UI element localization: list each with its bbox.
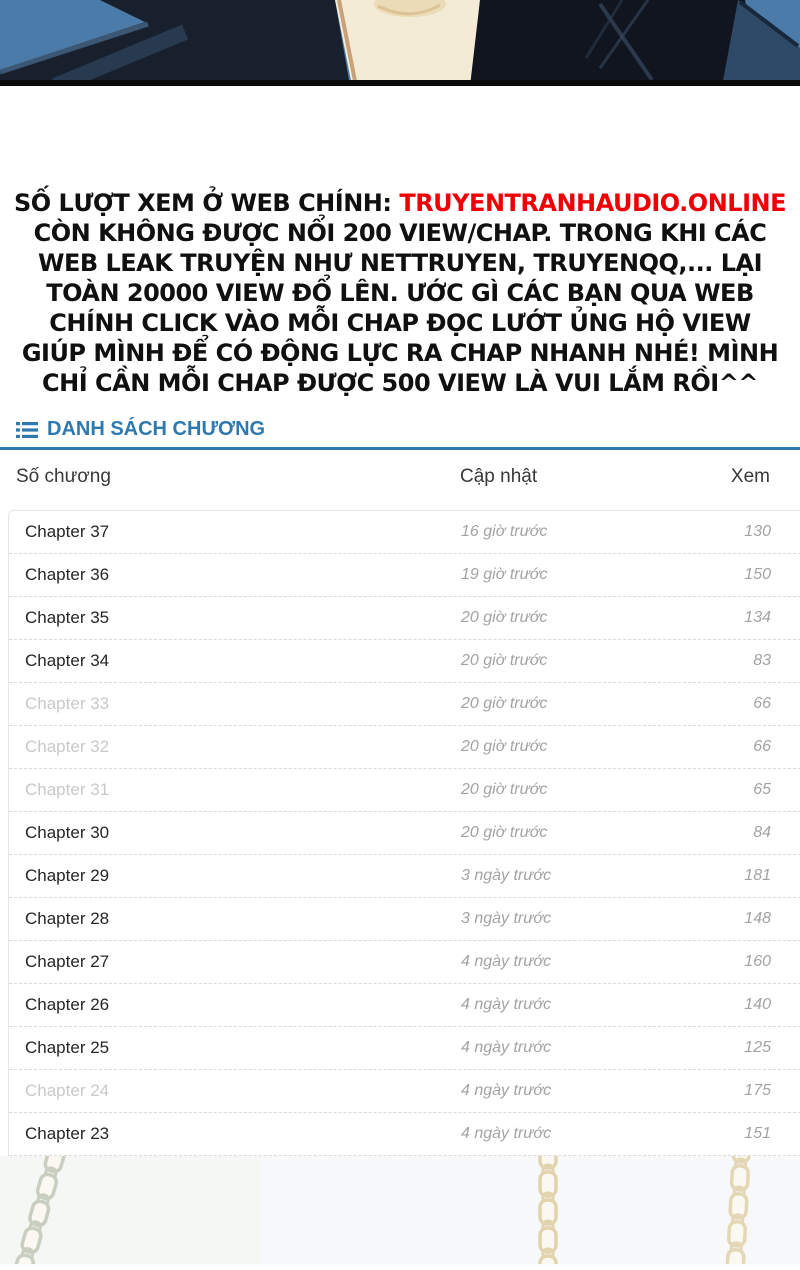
notice-line: TOÀN 20000 VIEW ĐỔ LÊN. ƯỚC GÌ CÁC BẠN QUA WEB xyxy=(46,279,754,307)
chapter-row[interactable] xyxy=(9,812,800,855)
chapter-views: 140 xyxy=(744,996,771,1013)
chapter-views: 125 xyxy=(744,1039,771,1056)
chapter-updated: 20 giờ trước xyxy=(461,609,548,626)
chapter-link[interactable]: Chapter 25 xyxy=(25,1038,110,1057)
notice-line: CÒN KHÔNG ĐƯỢC NỔI 200 VIEW/CHAP. TRONG KHI CÁC xyxy=(33,219,767,247)
chapter-link[interactable]: Chapter 24 xyxy=(25,1081,110,1100)
chapter-link[interactable]: Chapter 30 xyxy=(25,823,110,842)
chapter-views: 83 xyxy=(753,652,771,669)
chapter-updated: 20 giờ trước xyxy=(461,652,548,669)
notice-line: SỐ LƯỢT XEM Ở WEB CHÍNH: TRUYENTRANHAUDIO.ONLINE xyxy=(14,189,786,217)
chapter-updated: 4 ngày trước xyxy=(461,996,552,1013)
chapter-row[interactable] xyxy=(9,984,800,1027)
chapter-row[interactable] xyxy=(9,1027,800,1070)
chapter-link[interactable]: Chapter 37 xyxy=(25,522,110,541)
chapter-row[interactable] xyxy=(9,769,800,812)
chapter-link[interactable]: Chapter 26 xyxy=(25,995,110,1014)
chapter-link[interactable]: Chapter 35 xyxy=(25,608,110,627)
chapter-list-header xyxy=(0,410,800,450)
chapter-row[interactable] xyxy=(9,726,800,769)
chapter-row[interactable] xyxy=(9,683,800,726)
chapter-row[interactable] xyxy=(9,640,800,683)
section-title: DANH SÁCH CHƯƠNG xyxy=(47,418,266,440)
chapter-link[interactable]: Chapter 23 xyxy=(25,1124,110,1143)
chapter-views: 151 xyxy=(744,1125,771,1142)
chapter-row[interactable] xyxy=(9,855,800,898)
chapter-row[interactable] xyxy=(9,1070,800,1113)
chapter-row[interactable] xyxy=(9,1113,800,1156)
chapter-link[interactable]: Chapter 32 xyxy=(25,737,110,756)
chapter-updated: 4 ngày trước xyxy=(461,953,552,970)
chapter-views: 65 xyxy=(753,781,771,798)
chapter-updated: 16 giờ trước xyxy=(461,523,548,540)
chapter-updated: 4 ngày trước xyxy=(461,1039,552,1056)
chapter-row[interactable] xyxy=(9,554,800,597)
chapter-link[interactable]: Chapter 34 xyxy=(25,651,110,670)
chapter-updated: 20 giờ trước xyxy=(461,695,548,712)
chapter-row[interactable] xyxy=(9,941,800,984)
chapter-views: 130 xyxy=(744,523,771,540)
chapter-views: 160 xyxy=(744,953,771,970)
chapter-link[interactable]: Chapter 36 xyxy=(25,565,110,584)
notice-line: WEB LEAK TRUYỆN NHƯ NETTRUYEN, TRUYENQQ,... LẠI xyxy=(37,249,763,277)
chapter-updated: 3 ngày trước xyxy=(461,910,552,927)
chapter-views: 175 xyxy=(744,1082,771,1099)
chapter-updated: 20 giờ trước xyxy=(461,738,548,755)
chapter-row[interactable] xyxy=(9,511,800,554)
chapter-updated: 4 ngày trước xyxy=(461,1082,552,1099)
chapter-views: 66 xyxy=(753,738,771,755)
translator-notice xyxy=(0,86,800,398)
column-header-views: Xem xyxy=(730,466,770,487)
chapter-views: 84 xyxy=(753,824,771,841)
chapter-row[interactable] xyxy=(9,898,800,941)
chapter-list xyxy=(8,510,800,1156)
notice-line: CHỈ CẦN MỖI CHAP ĐƯỢC 500 VIEW LÀ VUI LẮM RỒI^^ xyxy=(42,369,758,397)
chapter-link[interactable]: Chapter 29 xyxy=(25,866,110,885)
chapter-row[interactable] xyxy=(9,597,800,640)
chapter-updated: 4 ngày trước xyxy=(461,1125,552,1142)
chapter-link[interactable]: Chapter 28 xyxy=(25,909,110,928)
chapter-updated: 3 ngày trước xyxy=(461,867,552,884)
list-icon xyxy=(16,421,38,439)
chapter-views: 66 xyxy=(753,695,771,712)
manga-page-top-image xyxy=(0,0,800,86)
column-header-updated: Cập nhật xyxy=(460,466,538,487)
chapter-link[interactable]: Chapter 33 xyxy=(25,694,110,713)
notice-line: GIÚP MÌNH ĐỂ CÓ ĐỘNG LỰC RA CHAP NHANH NHÉ! MÌNH xyxy=(21,339,779,367)
chapter-views: 134 xyxy=(744,609,771,626)
chapter-updated: 20 giờ trước xyxy=(461,824,548,841)
chapter-updated: 20 giờ trước xyxy=(461,781,548,798)
manga-page-bottom-image xyxy=(0,1156,800,1264)
notice-line: CHÍNH CLICK VÀO MỖI CHAP ĐỌC LƯỚT ỦNG HỘ VIEW xyxy=(49,309,751,337)
chapter-table-columns xyxy=(0,450,800,500)
chapter-views: 148 xyxy=(744,910,771,927)
chapter-link[interactable]: Chapter 31 xyxy=(25,780,110,799)
column-header-name: Số chương xyxy=(16,466,111,487)
chapter-updated: 19 giờ trước xyxy=(461,566,548,583)
chapter-views: 181 xyxy=(744,867,771,884)
chain-middle xyxy=(540,1156,556,1264)
chapter-link[interactable]: Chapter 27 xyxy=(25,952,110,971)
main-site-url: TRUYENTRANHAUDIO.ONLINE xyxy=(399,189,786,217)
chapter-views: 150 xyxy=(744,566,771,583)
